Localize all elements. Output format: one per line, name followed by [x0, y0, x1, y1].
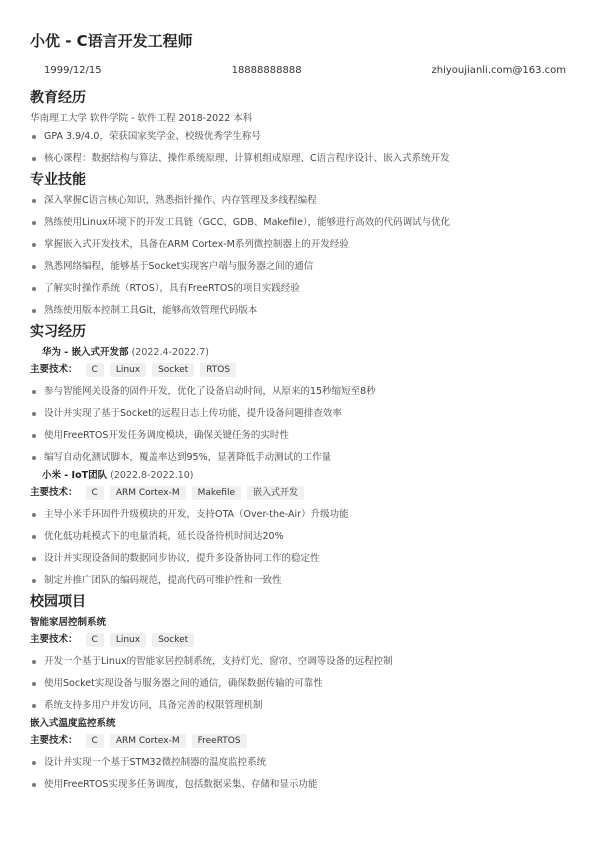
tech-tag: RTOS	[200, 363, 236, 377]
job-item: 使用FreeRTOS开发任务调度模块，确保关键任务的实时性	[30, 429, 566, 443]
tech-row	[30, 633, 566, 647]
skills-heading: 专业技能	[30, 172, 86, 188]
birth-date: 1999/12/15	[44, 65, 102, 76]
skill-item: 熟练使用Linux环境下的开发工具链（GCC、GDB、Makefile），能够进行高效的代码调试与优化	[30, 216, 566, 230]
tech-tag: Makefile	[192, 486, 241, 500]
education-heading: 教育经历	[30, 90, 86, 106]
education-item: 核心课程：数据结构与算法、操作系统原理、计算机组成原理、C语言程序设计、嵌入式系统开发	[30, 152, 566, 166]
contact-row	[30, 64, 566, 78]
tech-row	[30, 734, 566, 748]
tech-row	[30, 486, 566, 500]
skill-item: 熟悉网络编程，能够基于Socket实现客户端与服务器之间的通信	[30, 260, 566, 274]
tech-tag: C	[86, 633, 104, 647]
job-title: 华为 - 嵌入式开发部	[42, 347, 129, 358]
tech-tag: FreeRTOS	[192, 734, 247, 748]
tech-tag: 嵌入式开发	[247, 486, 304, 500]
job-period: (2022.8-2022.10)	[110, 470, 194, 481]
job-header	[30, 469, 566, 483]
resume-title: 小优 - C语言开发工程师	[30, 32, 193, 50]
job-title: 小米 - IoT团队	[42, 470, 108, 481]
tech-tag: C	[86, 486, 104, 500]
tech-tag: Linux	[110, 363, 146, 377]
tech-row	[30, 363, 566, 377]
job-item: 参与智能网关设备的固件开发，优化了设备启动时间，从原来的15秒缩短至8秒	[30, 385, 566, 399]
phone-number: 18888888888	[231, 65, 302, 76]
projects-section	[30, 592, 566, 792]
job-item: 设计并实现了基于Socket的远程日志上传功能，提升设备问题排查效率	[30, 407, 566, 421]
skill-item: 熟练使用版本控制工具Git，能够高效管理代码版本	[30, 304, 566, 318]
skill-item: 掌握嵌入式开发技术，具备在ARM Cortex-M系列微控制器上的开发经验	[30, 238, 566, 252]
tech-tag: Linux	[110, 633, 146, 647]
job-period: (2022.4-2022.7)	[131, 347, 209, 358]
email-address: zhiyoujianli.com@163.com	[431, 65, 566, 76]
internship-section	[30, 322, 566, 588]
job-item: 编写自动化测试脚本，覆盖率达到95%，显著降低手动测试的工作量	[30, 451, 566, 465]
skills-section	[30, 170, 566, 318]
project-title: 嵌入式温度监控系统	[30, 718, 116, 729]
job-item: 优化低功耗模式下的电量消耗，延长设备待机时间达20%	[30, 530, 566, 544]
education-section	[30, 88, 566, 166]
job-item: 设计并实现设备间的数据同步协议，提升多设备协同工作的稳定性	[30, 552, 566, 566]
projects-heading: 校园项目	[30, 594, 86, 610]
job-item: 主导小米手环固件升级模块的开发，支持OTA（Over-the-Air）升级功能	[30, 508, 566, 522]
tech-label: 主要技术：	[30, 364, 78, 375]
tech-tag: C	[86, 363, 104, 377]
tech-tag: ARM Cortex-M	[110, 486, 186, 500]
tech-label: 主要技术：	[30, 487, 78, 498]
education-item: GPA 3.9/4.0，荣获国家奖学金、校级优秀学生称号	[30, 130, 566, 144]
tech-label: 主要技术：	[30, 634, 78, 645]
tech-tag: C	[86, 734, 104, 748]
job-header	[30, 346, 566, 360]
skill-item: 深入掌握C语言核心知识，熟悉指针操作、内存管理及多线程编程	[30, 194, 566, 208]
job-item: 制定并推广团队的编码规范，提高代码可维护性和一致性	[30, 574, 566, 588]
skill-item: 了解实时操作系统（RTOS），具有FreeRTOS的项目实践经验	[30, 282, 566, 296]
tech-label: 主要技术：	[30, 735, 78, 746]
project-title: 智能家居控制系统	[30, 617, 107, 628]
project-item: 开发一个基于Linux的智能家居控制系统，支持灯光、窗帘、空调等设备的远程控制	[30, 655, 566, 669]
tech-tag: Socket	[152, 633, 194, 647]
tech-tag: Socket	[152, 363, 194, 377]
project-item: 使用Socket实现设备与服务器之间的通信，确保数据传输的可靠性	[30, 677, 566, 691]
education-school: 华南理工大学 软件学院 - 软件工程 2018-2022 本科	[30, 113, 253, 124]
project-item: 设计并实现一个基于STM32微控制器的温度监控系统	[30, 756, 566, 770]
tech-tag: ARM Cortex-M	[110, 734, 186, 748]
internship-heading: 实习经历	[30, 324, 86, 340]
project-item: 系统支持多用户并发访问，具备完善的权限管理机制	[30, 699, 566, 713]
project-item: 使用FreeRTOS实现多任务调度，包括数据采集、存储和显示功能	[30, 778, 566, 792]
